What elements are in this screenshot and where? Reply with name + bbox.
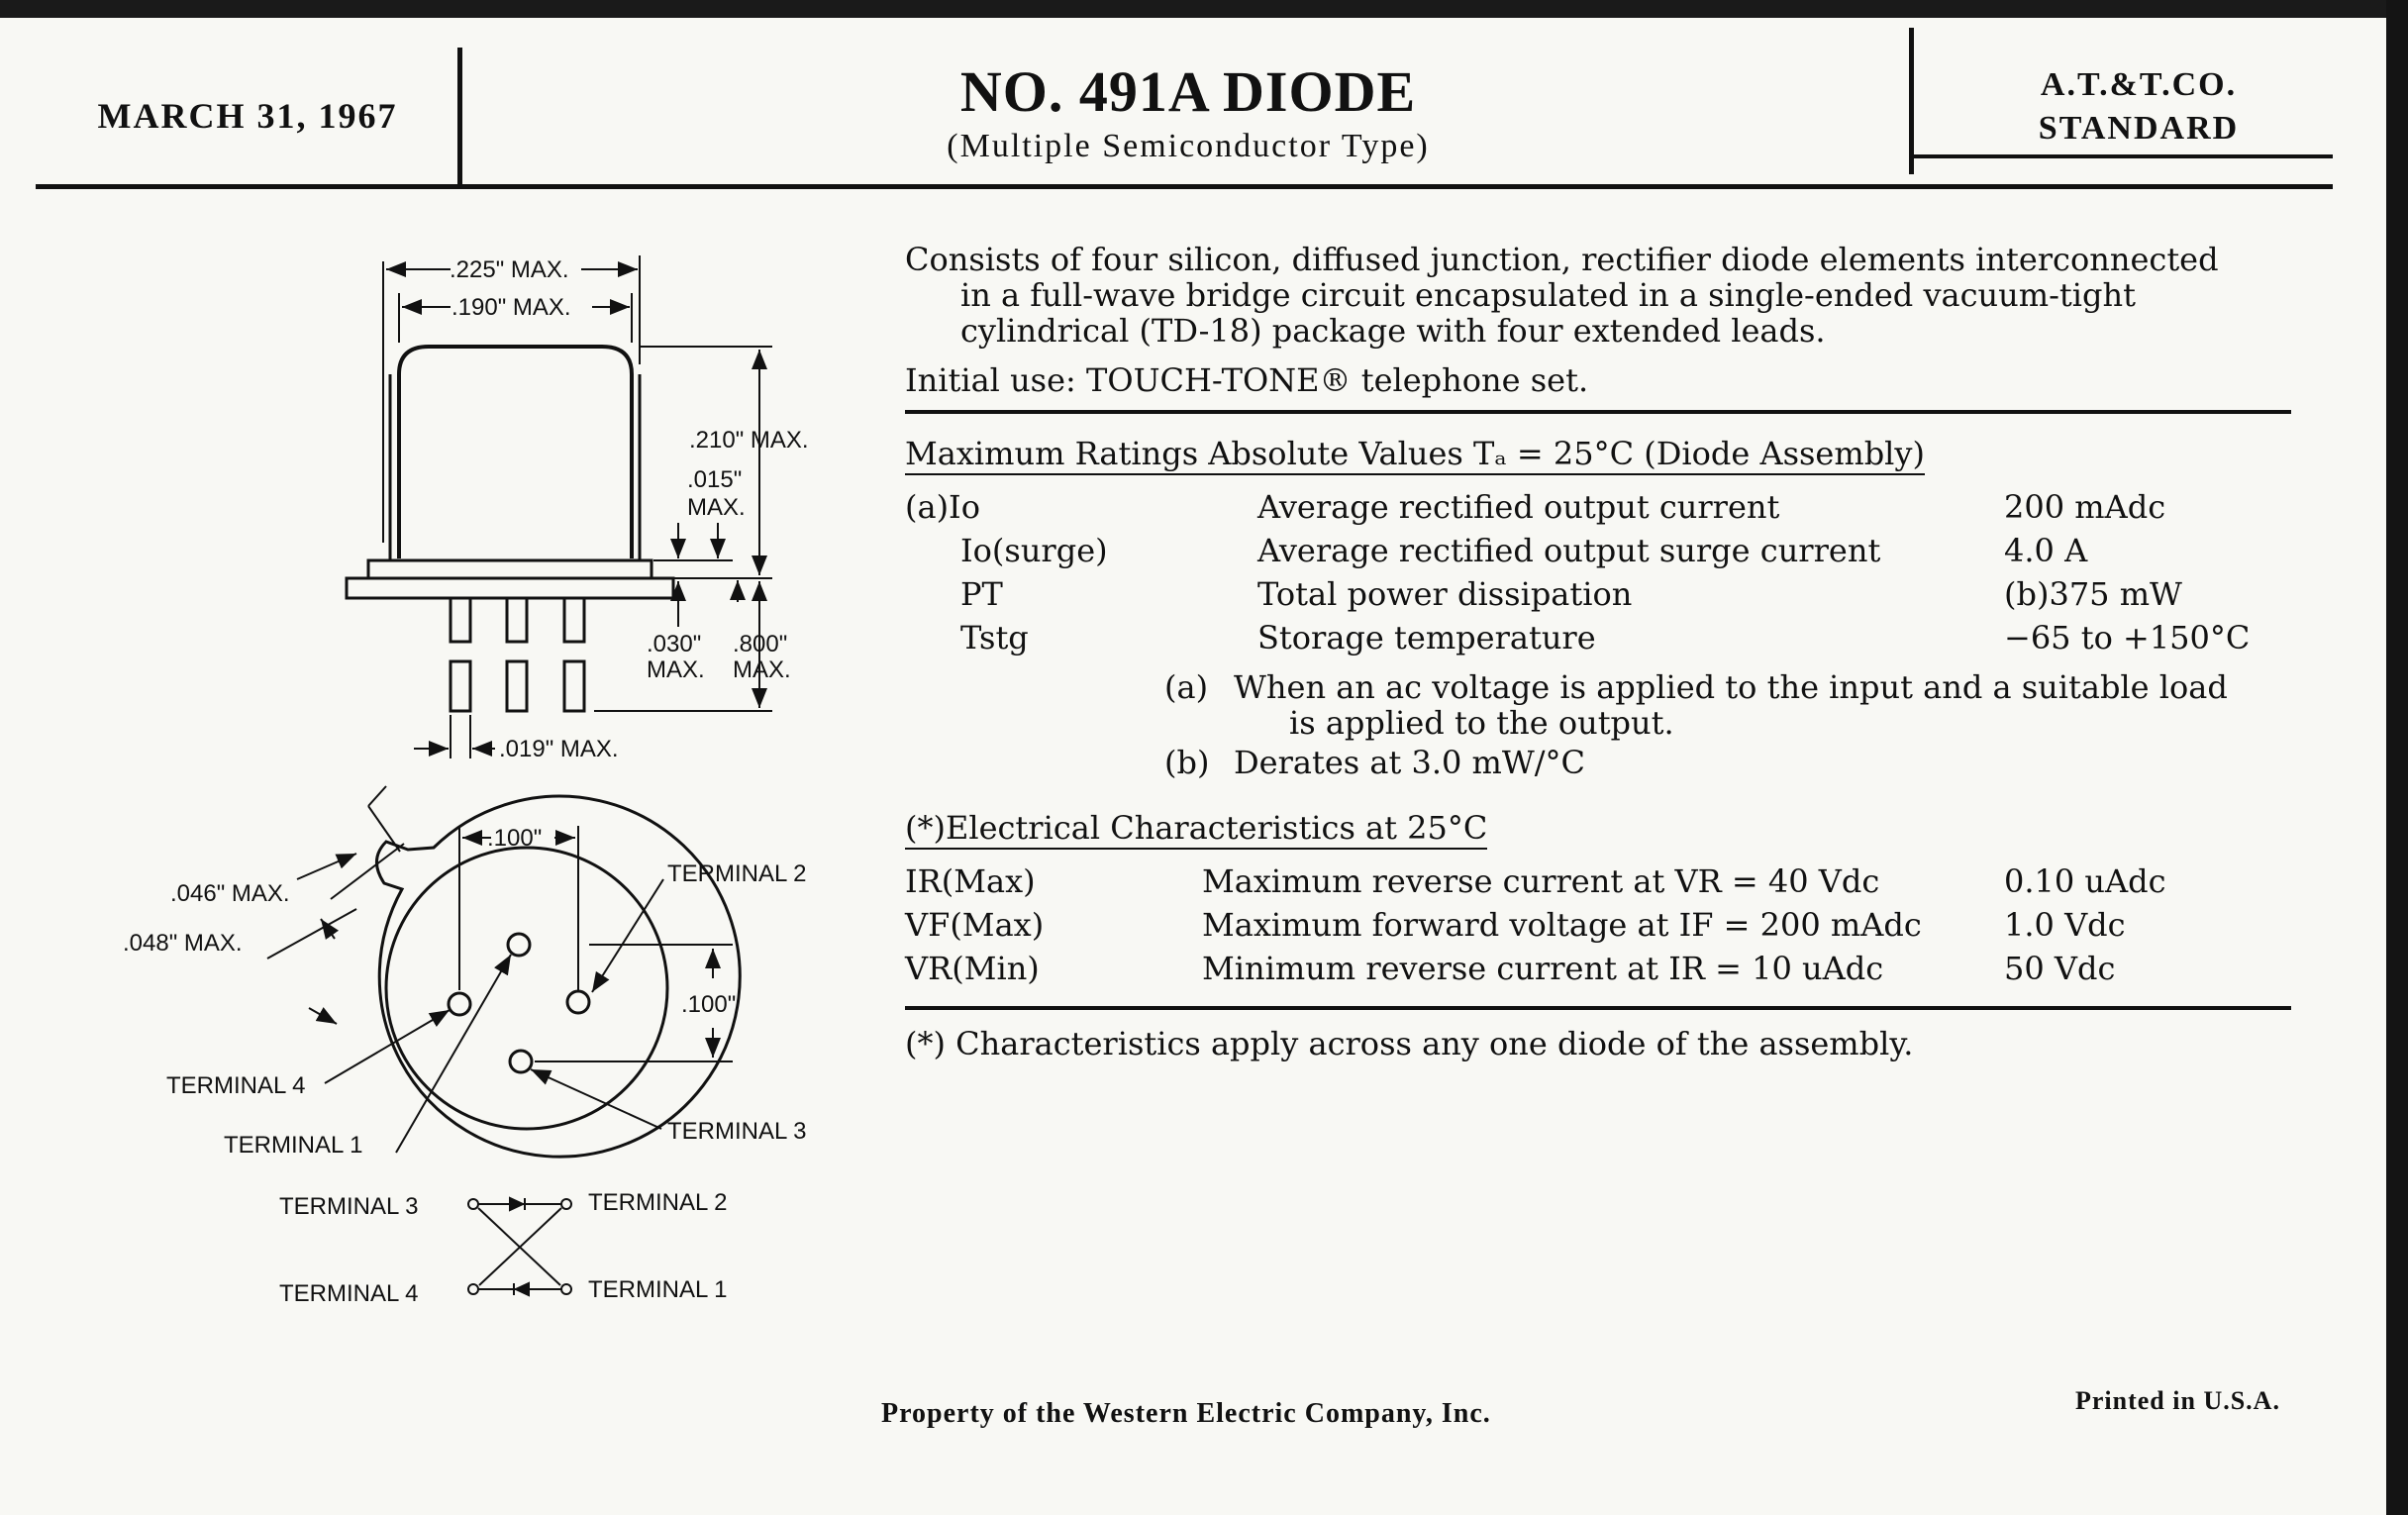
- description: [905, 242, 2291, 349]
- card-shadow-top: [0, 0, 2408, 18]
- header-rule-right: [1911, 154, 2333, 158]
- char-value: 0.10 uAdc: [2004, 862, 2166, 900]
- rating-value: −65 to +150°C: [2004, 619, 2251, 656]
- char-value: 1.0 Vdc: [2004, 906, 2126, 944]
- header-center: [465, 59, 1911, 168]
- note-a-line-1: When an ac voltage is applied to the input and a suitable load: [1234, 668, 2228, 706]
- section-rule: [905, 410, 2291, 414]
- rating-desc: Total power dissipation: [1257, 575, 1633, 613]
- table-row: [905, 620, 2291, 663]
- package-body: [347, 347, 673, 598]
- dim-800-label: .800": [733, 631, 788, 657]
- table-row: [905, 533, 2291, 576]
- dim-100-side-label: .100": [681, 991, 737, 1018]
- electrical-rule: [905, 1006, 2291, 1010]
- bottom-view: [376, 796, 740, 1157]
- schematic-terminal-1-label: TERMINAL 1: [588, 1276, 728, 1303]
- electrical-title: (*)Electrical Characteristics at 25°C: [905, 810, 1487, 850]
- dim-210-label: .210" MAX.: [689, 427, 809, 454]
- schematic-terminal-3-label: TERMINAL 3: [279, 1193, 419, 1220]
- char-desc: Maximum reverse current at VR = 40 Vdc: [1202, 862, 1880, 900]
- rating-desc: Average rectified output surge current: [1257, 532, 1881, 569]
- dim-015-label: .015": [687, 466, 743, 493]
- header-standard: [1921, 63, 2357, 151]
- char-desc: Maximum forward voltage at IF = 200 mAdc: [1202, 906, 1922, 944]
- rating-symbol: Tstg: [960, 619, 1029, 656]
- issue-date: MARCH 31, 1967: [97, 96, 398, 136]
- electrical-table: [905, 863, 2291, 994]
- dim-100-top-label: .100": [487, 825, 543, 852]
- dim-048-label: .048" MAX.: [123, 930, 243, 957]
- schematic-terminal-4-label: TERMINAL 4: [279, 1280, 419, 1307]
- note-a-tag: (a): [1164, 668, 1209, 706]
- note-b-text: Derates at 3.0 mW/°C: [1234, 744, 1586, 781]
- table-row: [905, 576, 2291, 620]
- table-row: [905, 863, 2291, 907]
- rating-symbol: (a)Io: [905, 488, 980, 526]
- standard-label: STANDARD: [2038, 110, 2240, 147]
- printed-notice: Printed in U.S.A.: [2075, 1386, 2280, 1415]
- dim-030-max-label: MAX.: [647, 656, 705, 683]
- initial-use: Initial use: TOUCH-TONE® telephone set.: [905, 361, 1589, 399]
- rating-value: (b)375 mW: [2004, 575, 2182, 613]
- dim-800-max-label: MAX.: [733, 656, 791, 683]
- rating-value: 200 mAdc: [2004, 488, 2166, 526]
- terminal-2-label: TERMINAL 2: [667, 860, 807, 887]
- dim-030-label: .030": [647, 631, 702, 657]
- rating-value: 4.0 A: [2004, 532, 2088, 569]
- terminal-4-label: TERMINAL 4: [166, 1072, 306, 1099]
- rating-symbol: PT: [960, 575, 1003, 613]
- char-symbol: VF(Max): [905, 906, 1045, 944]
- property-notice: Property of the Western Electric Company, Inc.: [881, 1398, 1491, 1429]
- table-row: [905, 907, 2291, 951]
- note-b-tag: (b): [1164, 744, 1210, 781]
- schematic-terminal-2-label: TERMINAL 2: [588, 1189, 728, 1216]
- dim-225-label: .225" MAX.: [450, 256, 569, 283]
- char-symbol: IR(Max): [905, 862, 1036, 900]
- note-a-text: [1234, 669, 2283, 745]
- dim-015-max-label: MAX.: [687, 494, 746, 521]
- max-ratings-table: [905, 489, 2291, 663]
- dim-046-label: .046" MAX.: [170, 880, 290, 907]
- outline-drawing: [99, 226, 891, 1345]
- page-subtitle: (Multiple Semiconductor Type): [947, 128, 1430, 164]
- table-row: [905, 489, 2291, 533]
- terminal-3-label: TERMINAL 3: [667, 1118, 807, 1145]
- bridge-schematic: [468, 1198, 571, 1295]
- rating-desc: Average rectified output current: [1257, 488, 1780, 526]
- note-a: [1164, 669, 2291, 745]
- card-shadow-right: [2386, 0, 2408, 1515]
- terminal-1-label: TERMINAL 1: [224, 1132, 363, 1159]
- header-rule: [36, 184, 2333, 189]
- description-line-3: cylindrical (TD-18) package with four extended leads.: [960, 312, 1826, 350]
- note-b: [1164, 745, 2291, 788]
- description-line-1: Consists of four silicon, diffused junction, rectifier diode elements interconnected: [905, 241, 2219, 278]
- rating-notes: [1164, 669, 2291, 788]
- package-leads: [451, 598, 584, 711]
- description-line-2: in a full-wave bridge circuit encapsulated in a single-ended vacuum-tight: [960, 276, 2136, 314]
- rating-desc: Storage temperature: [1257, 619, 1596, 656]
- dim-019-label: .019" MAX.: [499, 736, 619, 762]
- electrical-footnote: (*) Characteristics apply across any one diode of the assembly.: [905, 1025, 1914, 1062]
- char-desc: Minimum reverse current at IR = 10 uAdc: [1202, 950, 1884, 987]
- spec-text: [905, 242, 2291, 1061]
- dim-190-label: .190" MAX.: [452, 294, 571, 321]
- page-title: NO. 491A DIODE: [959, 59, 1417, 124]
- rating-symbol: Io(surge): [960, 532, 1108, 569]
- note-a-line-2: is applied to the output.: [1289, 704, 1674, 742]
- char-symbol: VR(Min): [905, 950, 1040, 987]
- org-name: A.T.&T.CO.: [2040, 66, 2238, 103]
- char-value: 50 Vdc: [2004, 950, 2116, 987]
- header-divider-left: [457, 48, 462, 186]
- max-ratings-title: Maximum Ratings Absolute Values Tₐ = 25°C (Diode Assembly): [905, 436, 1925, 475]
- table-row: [905, 951, 2291, 994]
